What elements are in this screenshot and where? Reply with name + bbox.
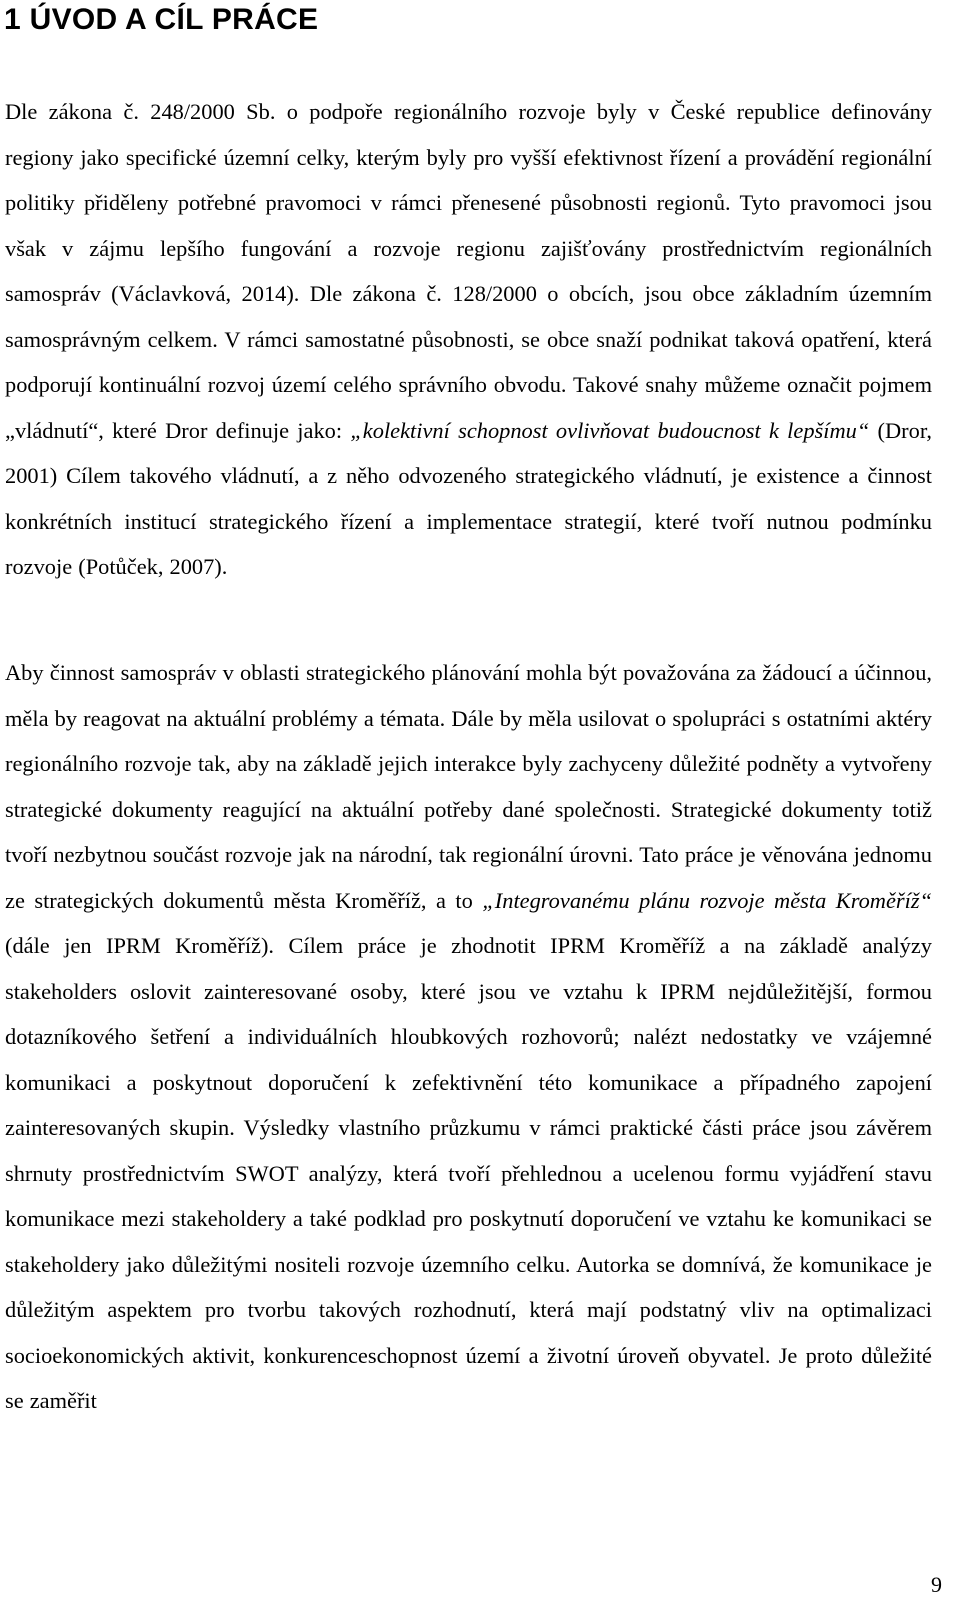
paragraph-text: (dále jen IPRM Kroměříž). Cílem práce je zhodnotit IPRM Kroměříž a na základě analýzy stakeholders oslovit zainteresované osoby, které jsou ve vztahu k IPRM nejdůležitější, formou dotazníkového šetření a individuálních hloubkových rozhovorů; nalézt nedostatky ve vzájemné komunikaci a poskytnout doporučení k zefektivnění této komunikace a případného zapojení zainteresovaných skupin. Výsledky vlastního průzkumu v rámci praktické části práce jsou závěrem shrnuty prostřednictvím SWOT analýzy, která tvoří přehlednou a ucelenou formu vyjádření stavu komunikace mezi stakeholdery a také podklad pro poskytnutí doporučení ve vztahu ke komunikaci se stakeholdery jako důležitými nositeli rozvoje územního celku. Autorka se domnívá, že komunikace je důležitým aspektem pro tvorbu takových rozhodnutí, která mají podstatný vliv na optimalizaci socioekonomických aktivit, konkurenceschopnost území a životní úroveň obyvatel. Je proto důležité se zaměřit: [5, 933, 932, 1413]
quote-italic: „Integrovanému plánu rozvoje města Kroměříž“: [482, 887, 932, 913]
paragraph-aim: [5, 650, 932, 1424]
paragraph-text: (Dror, 2001) Cílem takového vládnutí, a z něho odvozeného strategického vládnutí, je existence a činnost konkrétních institucí strategického řízení a implementace strategií, které tvoří nutnou podmínku rozvoje (Potůček, 2007).: [5, 417, 932, 579]
page-number: 9: [931, 1572, 942, 1597]
quote-italic: „kolektivní schopnost ovlivňovat budoucnost k lepšímu“: [350, 417, 870, 443]
paragraph-intro: [5, 89, 932, 590]
paragraph-text: Aby činnost samospráv v oblasti strategického plánování mohla být považována za žádoucí a účinnou, měla by reagovat na aktuální problémy a témata. Dále by měla usilovat o spolupráci s ostatními aktéry regionálního rozvoje tak, aby na základě jejich interakce byly zachyceny důležité podněty a vytvořeny strategické dokumenty reagující na aktuální potřeby dané společnosti. Strategické dokumenty totiž tvoří nezbytnou součást rozvoje jak na národní, tak regionální úrovni. Tato práce je věnována jednomu ze strategických dokumentů města Kroměříž, a to: [5, 660, 932, 913]
paragraph-text: Dle zákona č. 248/2000 Sb. o podpoře regionálního rozvoje byly v České republice definovány regiony jako specifické územní celky, kterým byly pro vyšší efektivnost řízení a provádění regionální politiky přiděleny potřebné pravomoci v rámci přenesené působnosti regionů. Tyto pravomoci jsou však v zájmu lepšího fungování a rozvoje regionu zajišťovány prostřednictvím regionálních samospráv (Václavková, 2014). Dle zákona č. 128/2000 o obcích, jsou obce základním územním samosprávným celkem. V rámci samostatné působnosti, se obce snaží podnikat taková opatření, která podporují kontinuální rozvoj území celého správního obvodu. Takové snahy můžeme označit pojmem „vládnutí“, které Dror definuje jako:: [5, 99, 932, 443]
chapter-heading: 1 ÚVOD A CÍL PRÁCE: [4, 3, 319, 36]
